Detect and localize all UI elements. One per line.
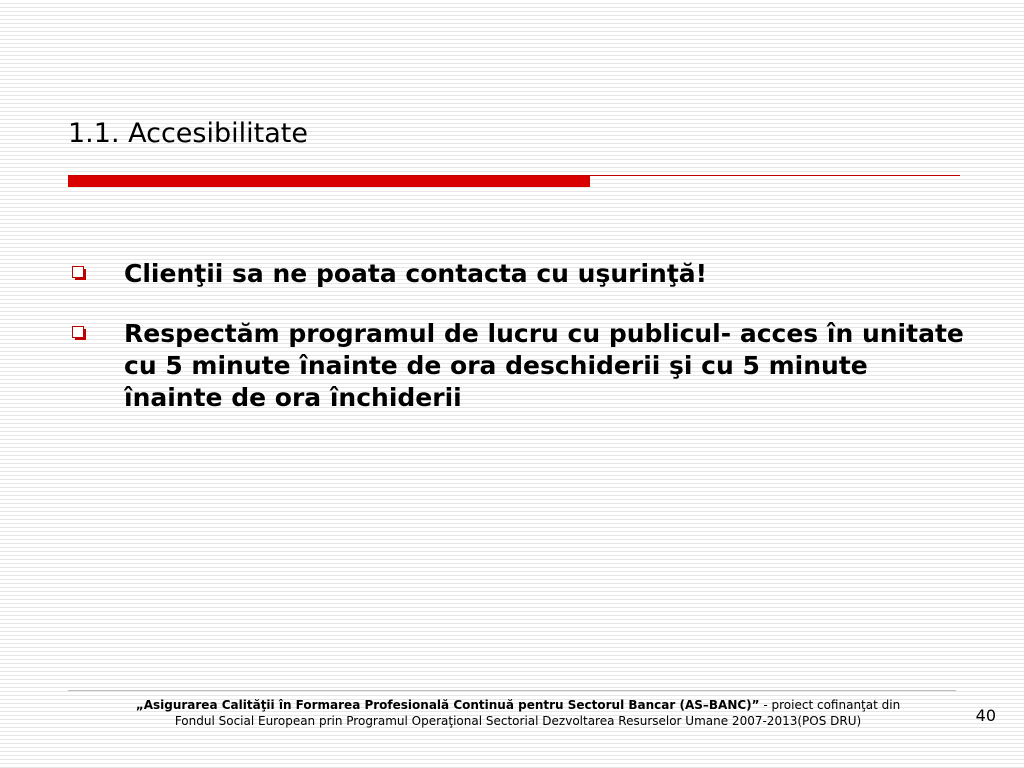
footer-project-name: „Asigurarea Calităţii în Formarea Profesională Continuă pentru Sectorul Bancar (AS–BANC)” <box>135 698 760 712</box>
square-bullet-icon <box>72 326 86 340</box>
title-underline-thick <box>68 176 590 187</box>
bullet-item <box>72 258 972 290</box>
footer-project-suffix: - proiect cofinanţat din <box>759 698 901 712</box>
slide-title: 1.1. Accesibilitate <box>68 118 308 149</box>
footer-divider <box>68 690 956 691</box>
bullet-item <box>72 318 972 414</box>
page-number: 40 <box>975 706 996 725</box>
footer-line-1 <box>68 697 968 713</box>
bullet-list <box>72 258 972 442</box>
bullet-text: Clienţii sa ne poata contacta cu uşurinţă! <box>124 259 708 288</box>
bullet-text: Respectăm programul de lucru cu publicul- acces în unitate cu 5 minute înainte de ora deschiderii şi cu 5 minute înainte de ora închiderii <box>124 319 964 412</box>
square-bullet-icon <box>72 266 86 280</box>
footer-line-2: Fondul Social European prin Programul Operaţional Sectorial Dezvoltarea Resurselor Umane 2007-2013(POS DRU) <box>174 714 862 728</box>
footer-text <box>68 697 968 729</box>
